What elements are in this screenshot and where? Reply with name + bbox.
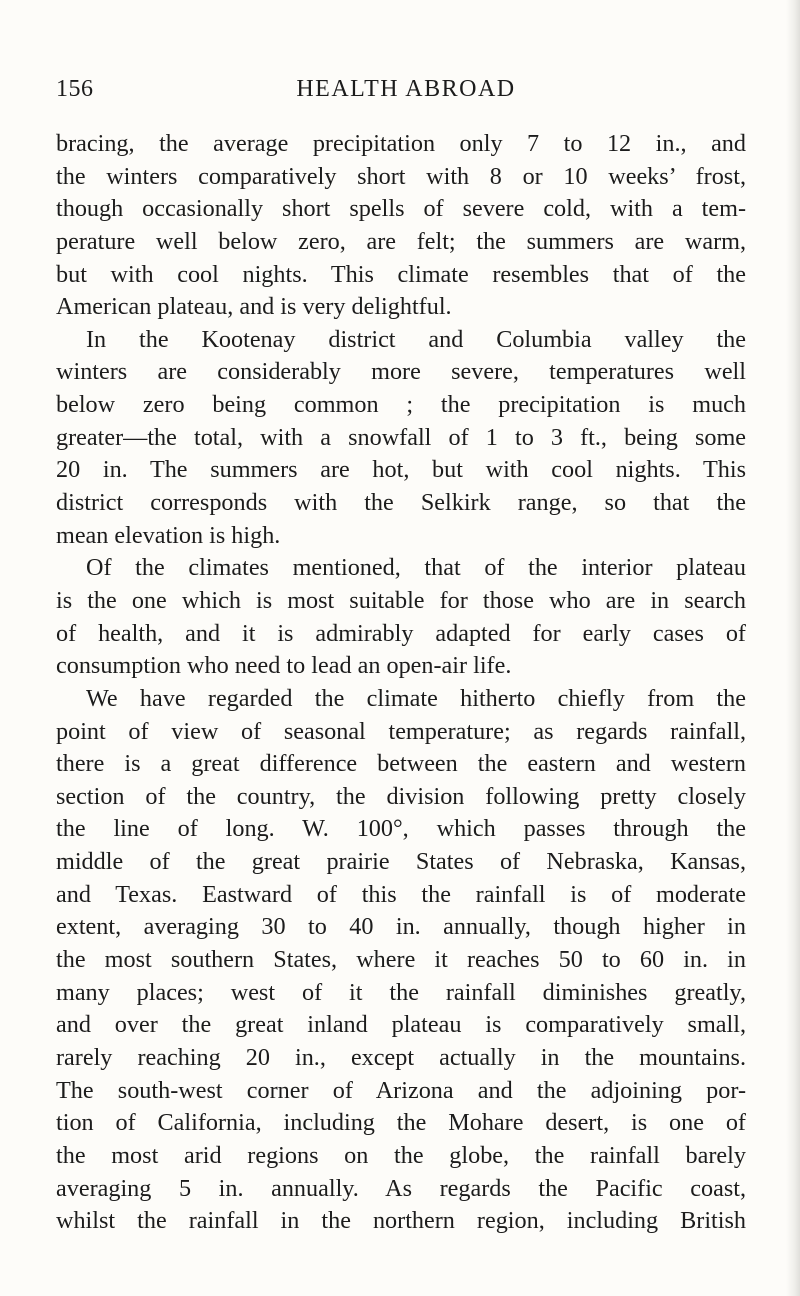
paragraph-start-line: We have regarded the climate hitherto chiefly from the [86,684,746,712]
text-line: averaging 5 in. annually. As regards the Pacific coast, [56,1174,746,1202]
text-line: though occasionally short spells of severe cold, with a tem- [56,195,746,223]
text-line: is the one which is most suitable for those who are in search [56,586,746,614]
text-line: and over the great inland plateau is comparatively small, [56,1011,746,1039]
text-line: perature well below zero, are felt; the summers are warm, [56,227,746,255]
text-line: section of the country, the division following pretty closely [56,782,746,810]
text-line: of health, and it is admirably adapted for early cases of [56,619,746,647]
text-line: rarely reaching 20 in., except actually in the mountains. [56,1043,746,1071]
text-line: 20 in. The summers are hot, but with cool nights. This [56,456,746,484]
text-line: The south-west corner of Arizona and the adjoining por- [56,1076,746,1104]
text-line: greater—the total, with a snowfall of 1 to 3 ft., being some [56,423,746,451]
text-line: and Texas. Eastward of this the rainfall is of moderate [56,880,746,908]
text-line: bracing, the average precipitation only 7 to 12 in., and [56,130,746,157]
paragraph-end-line: American plateau, and is very delightful. [56,293,452,321]
body-text [56,128,746,1238]
text-line: the most arid regions on the globe, the rainfall barely [56,1141,746,1169]
text-line: but with cool nights. This climate resembles that of the [56,260,746,288]
text-line: the most southern States, where it reaches 50 to 60 in. in [56,946,746,974]
text-line: there is a great difference between the eastern and western [56,750,746,778]
text-line: winters are considerably more severe, temperatures well [56,358,746,386]
paragraph-end-line: consumption who need to lead an open-air life. [56,652,512,680]
page-number: 156 [56,76,94,102]
text-line: tion of California, including the Mohare desert, is one of [56,1109,746,1137]
text-line: whilst the rainfall in the northern region, including British [56,1207,746,1235]
paragraph-end-line: mean elevation is high. [56,521,281,549]
text-line: middle of the great prairie States of Nebraska, Kansas, [56,848,746,876]
text-line: the winters comparatively short with 8 or 10 weeks’ frost, [56,162,746,190]
text-line: point of view of seasonal temperature; as regards rainfall, [56,717,746,745]
paragraph-start-line: In the Kootenay district and Columbia valley the [86,325,746,353]
text-line: the line of long. W. 100°, which passes through the [56,815,746,843]
text-line: many places; west of it the rainfall diminishes greatly, [56,978,746,1006]
page-header [56,76,756,110]
paragraph-start-line: Of the climates mentioned, that of the interior plateau [86,554,746,582]
text-line: extent, averaging 30 to 40 in. annually, though higher in [56,913,746,941]
running-head: HEALTH ABROAD [296,76,516,102]
text-line: district corresponds with the Selkirk range, so that the [56,489,746,517]
page-edge-shadow [786,0,800,1296]
text-line: below zero being common ; the precipitation is much [56,391,746,419]
